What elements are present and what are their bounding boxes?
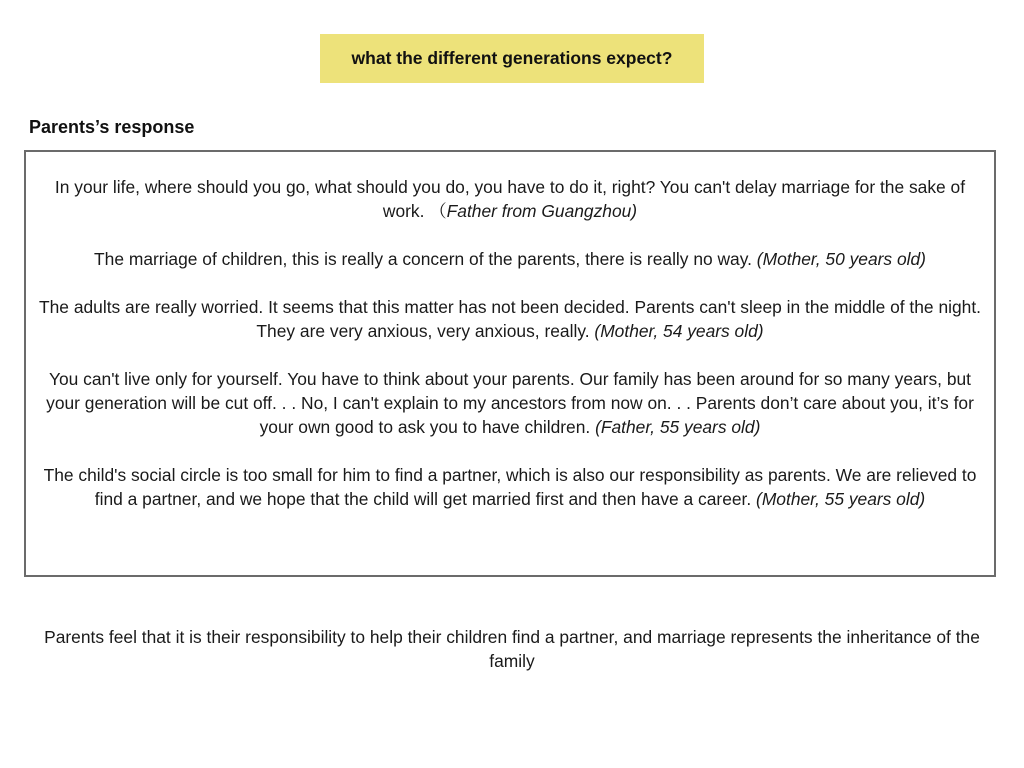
quote-text: The marriage of children, this is really a concern of the parents, there is really no way. [94,249,757,269]
quote-attribution: Father from Guangzhou) [446,201,638,221]
quote-item [36,463,984,511]
quote-attribution: (Mother, 50 years old) [756,249,926,269]
quote-item [36,247,984,271]
quote-text: In your life, where should you go, what should you do, you have to do it, right? You can't delay marriage for the sake of work. （ [54,177,966,221]
quote-item [36,295,984,343]
slide-title: what the different generations expect? [320,34,704,83]
quote-attribution: (Mother, 55 years old) [756,489,926,509]
quote-text: The adults are really worried. It seems that this matter has not been decided. Parents can't sleep in the middle of the night. They are very anxious, very anxious, really. [39,297,981,341]
quote-attribution: (Mother, 54 years old) [594,321,764,341]
quotes-box [24,150,996,577]
quote-item [36,175,984,223]
section-heading: Parents’s response [29,117,195,137]
summary-text: Parents feel that it is their responsibility to help their children find a partner, and marriage represents the inheritance of the family [44,627,980,671]
quote-attribution: (Father, 55 years old) [595,417,761,437]
quote-text: The child's social circle is too small for him to find a partner, which is also our responsibility as parents. We are relieved to find a partner, and we hope that the child will get married first and then have a career. [43,465,977,509]
quote-item [36,367,984,439]
quote-text: You can't live only for yourself. You have to think about your parents. Our family has been around for so many years, but your generation will be cut off. . . No, I can't explain to my ancestors from now on. . . Parents don’t care about you, it’s for your own good to ask you to have children. [46,369,974,437]
